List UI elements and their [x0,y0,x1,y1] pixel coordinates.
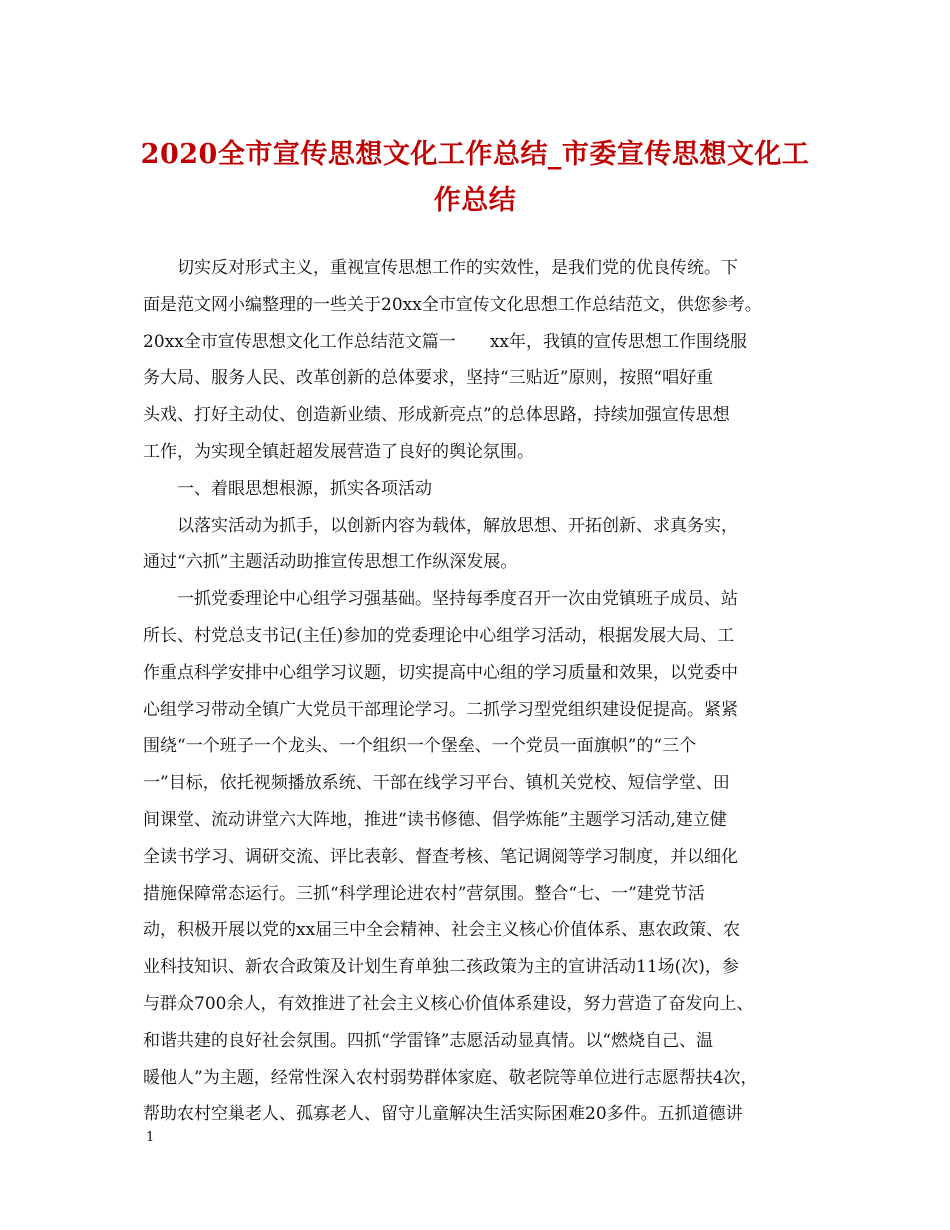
body-line: 通过“六抓”主题活动助推宣传思想工作纵深发展。 [143,552,518,573]
body-line: 一抓党委理论中心组学习强基础。坚持每季度召开一次由党镇班子成员、站 [177,589,738,610]
body-line: 所长、村党总支书记(主任)参加的党委理论中心组学习活动，根据发展大局、工 [143,625,735,646]
body-line: 动，积极开展以党的xx届三中全会精神、社会主义核心价值体系、惠农政策、农 [143,920,741,941]
body-line: 帮助农村空巢老人、孤寡老人、留守儿童解决生活实际困难20多件。五抓道德讲 [143,1104,743,1125]
body-line: 业科技知识、新农合政策及计划生育单独二孩政策为主的宣讲活动11场(次)，参 [143,957,739,978]
document-title-line-2: 作总结 [433,185,517,216]
body-line: 一”目标，依托视频播放系统、干部在线学习平台、镇机关党校、短信学堂、田 [143,773,730,794]
body-line: 和谐共建的良好社会氛围。四抓“学雷锋”志愿活动显真情。以“燃烧自己、温 [143,1030,714,1051]
body-line: 措施保障常态运行。三抓“科学理论进农村”营氛围。整合“七、一”建党节活 [143,883,705,904]
body-line: 心组学习带动全镇广大党员干部理论学习。二抓学习型党组织建设促提高。紧紧 [143,699,738,720]
document-body [143,250,813,1133]
body-line: 头戏、打好主动仗、创造新业绩、形成新亮点”的总体思路，持续加强宣传思想 [143,405,730,426]
document-title-line-1: 2020全市宣传思想文化工作总结_市委宣传思想文化工 [140,139,810,170]
section-heading: 一、着眼思想根源，抓实各项活动 [177,478,432,499]
body-line: 与群众700余人，有效推进了社会主义核心价值体系建设，努力营造了奋发向上、 [143,993,754,1014]
body-line: 作重点科学安排中心组学习议题，切实提高中心组的学习质量和效果，以党委中 [143,662,738,683]
article-subheading: 20xx全市宣传思想文化工作总结范文篇一 [143,331,456,352]
body-text: xx年，我镇的宣传思想工作围绕服 [489,331,747,352]
body-line: 以落实活动为抓手，以创新内容为载体，解放思想、开拓创新、求真务实， [177,515,738,536]
body-line: 全读书学习、调研交流、评比表彰、督查考核、笔记调阅等学习制度，并以细化 [143,846,738,867]
body-line: 围绕“一个班子一个龙头、一个组织一个堡垒、一个党员一面旗帜”的“三个 [143,736,697,757]
body-line: 务大局、服务人民、改革创新的总体要求，坚持“三贴近”原则，按照“唱好重 [143,368,714,389]
body-line: 切实反对形式主义，重视宣传思想工作的实效性，是我们党的优良传统。下 [177,258,738,278]
page-number: 1 [146,1130,155,1145]
body-line: 面是范文网小编整理的一些关于20xx全市宣传文化思想工作总结范文，供您参考。 [143,294,762,315]
body-line: 间课堂、流动讲堂六大阵地，推进“读书修德、倡学炼能”主题学习活动,建立健 [143,809,727,830]
body-line-with-heading [143,324,813,361]
body-line: 暖他人”为主题，经常性深入农村弱势群体家庭、敬老院等单位进行志愿帮扶4次， [143,1067,758,1088]
body-line: 工作，为实现全镇赶超发展营造了良好的舆论氛围。 [143,441,534,462]
